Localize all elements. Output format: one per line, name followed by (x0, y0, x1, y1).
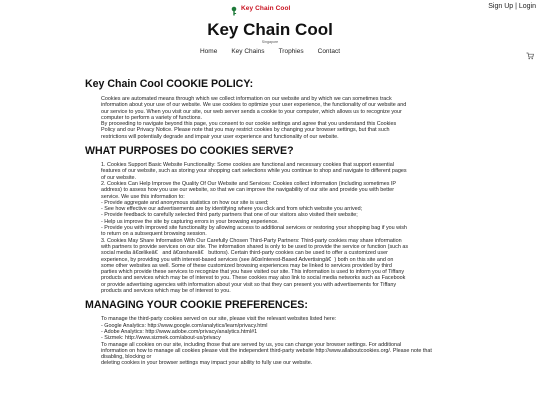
site-logo[interactable] (229, 3, 290, 13)
nav-key-chains[interactable]: Key Chains (231, 48, 265, 55)
text-line: service. We use this information to: (101, 193, 185, 200)
text-line: - Sizmek: http://www.sizmek.com/about-us/privacy (101, 335, 221, 342)
signup-link[interactable]: Sign Up (488, 3, 514, 10)
keychain-logo-icon (229, 3, 239, 13)
logo-text: Key Chain Cool (241, 4, 291, 12)
text-line: 1. Cookies Support Basic Website Functionality: Some cookies are functional and necessary cookies that support essential (101, 162, 394, 169)
text-line: features of our website, such as storing your shopping cart selections while you continue to shop and navigate to different pages (101, 168, 407, 175)
text-line: - Provide feedback to carefully selected third party partners that one of our visitors also visited their website; (101, 212, 358, 219)
text-line: To manage the third-party cookies served on our site, please visit the relevant websites listed here: (101, 316, 337, 323)
main-nav (0, 48, 540, 55)
nav-home[interactable]: Home (199, 48, 218, 55)
section-purposes-body (101, 162, 451, 294)
text-line: - Help us improve the site by capturing errors in your browsing experience. (101, 218, 279, 225)
text-line: To manage all cookies on our site, including those that are served by us, you can change your browser settings. For additional (101, 341, 402, 348)
text-line: By proceeding to navigate beyond this page, you consent to our cookie settings and agree that you understand this Cookies (101, 121, 397, 128)
intro-paragraph (101, 96, 451, 140)
policy-content (85, 78, 455, 372)
text-line: restrictions will potentially degrade and impair your user experience and functionality of our website. (101, 133, 339, 140)
text-line: our service to you. When you visit our site, our web server sends a cookie to your computer, which allows us to recognize your (101, 108, 402, 115)
text-line: to return on a subsequent browsing session. (101, 231, 207, 238)
text-line: experience, by providing you with interest-based services (see â€œInterest-Based Advertisingâ€) both on this site and on (101, 256, 394, 263)
text-line: address) to assess how you use our website, so that we can improve the navigability of our site and provide you with better (101, 187, 395, 194)
text-line: Policy and our Privacy Notice. Please note that you may restrict cookies by changing your browser settings, but that such (101, 127, 390, 134)
text-line: 3. Cookies May Share Information With Our Carefully Chosen Third-Party Partners: Third-party cookies may share information (101, 237, 402, 244)
site-subtitle: Singapore (261, 40, 279, 44)
text-line: 2. Cookies Can Help Improve the Quality Of Our Website and Services: Cookies collect information (including sometimes IP (101, 180, 397, 187)
text-line: deleting cookies in your browser settings may impact your ability to fully use our website. (101, 360, 313, 367)
text-line: Cookies are automated means through which we collect information on our website and by which we can sometimes track (101, 96, 392, 102)
auth-separator: | (513, 3, 519, 10)
cart-icon[interactable] (526, 47, 534, 55)
text-line: products and services which may be of interest to you. (101, 288, 231, 295)
text-line: computer to perform a variety of functions. (101, 114, 202, 121)
nav-trophies[interactable]: Trophies (278, 48, 304, 55)
site-title: Key Chain Cool (207, 20, 333, 39)
text-line: information on how to manage all cookies please visit the independent third-party website http://www.allaboutcookies.org/. Please note that disabling, blocking or (101, 347, 432, 361)
text-line: - Google Analytics: http://www.google.com/analytics/learn/privacy.html (101, 322, 268, 329)
text-line: - Provide you with improved site functionality by allowing access to additional services or restoring your shopping bag if you wish (101, 225, 407, 232)
text-line: - Adobe Analytics: http://www.adobe.com/privacy/analytics.html#1 (101, 328, 258, 335)
nav-contact[interactable]: Contact (317, 48, 341, 55)
text-line: or provide advertising agencies with information about your visit so that they can present you with advertisements for Tiffany (101, 281, 397, 288)
text-line: some other websites as well. Some of these customized browsing experiences may be linked to services provided by third (101, 262, 392, 269)
auth-links (488, 3, 536, 10)
text-line: products and services which may be of interest to you. These cookies may also link to social media networks such as Facebook (101, 275, 406, 282)
text-line: - See how effective our advertisements are by identifying where you click and from which website you arrived; (101, 206, 363, 213)
section-preferences-title: MANAGING YOUR COOKIE PREFERENCES: (85, 299, 308, 312)
login-link[interactable]: Login (518, 3, 536, 10)
text-line: parties which provide these services to recognize that you have visited our site. This information is used to inform you of Tiffany (101, 269, 405, 276)
section-preferences-body (101, 316, 451, 366)
text-line: of our website. (101, 174, 137, 181)
policy-title: Key Chain Cool COOKIE POLICY: (85, 78, 254, 90)
text-line: social media â€œlikeâ€ and â€œshareâ€ buttons). Certain third-party cookies can be used to offer a customized user (101, 250, 388, 257)
text-line: - Provide aggregate and anonymous statistics on how our site is used; (101, 199, 269, 206)
text-line: with partners to provide services on our site. The information shared is only to be used to provide the service or function (such as (101, 243, 409, 250)
text-line: information about your use of our website. We use cookies to optimize your user experience, the functionality of our website and (101, 102, 407, 109)
section-purposes-title: WHAT PURPOSES DO COOKIES SERVE? (85, 145, 294, 158)
top-bar (0, 0, 540, 16)
